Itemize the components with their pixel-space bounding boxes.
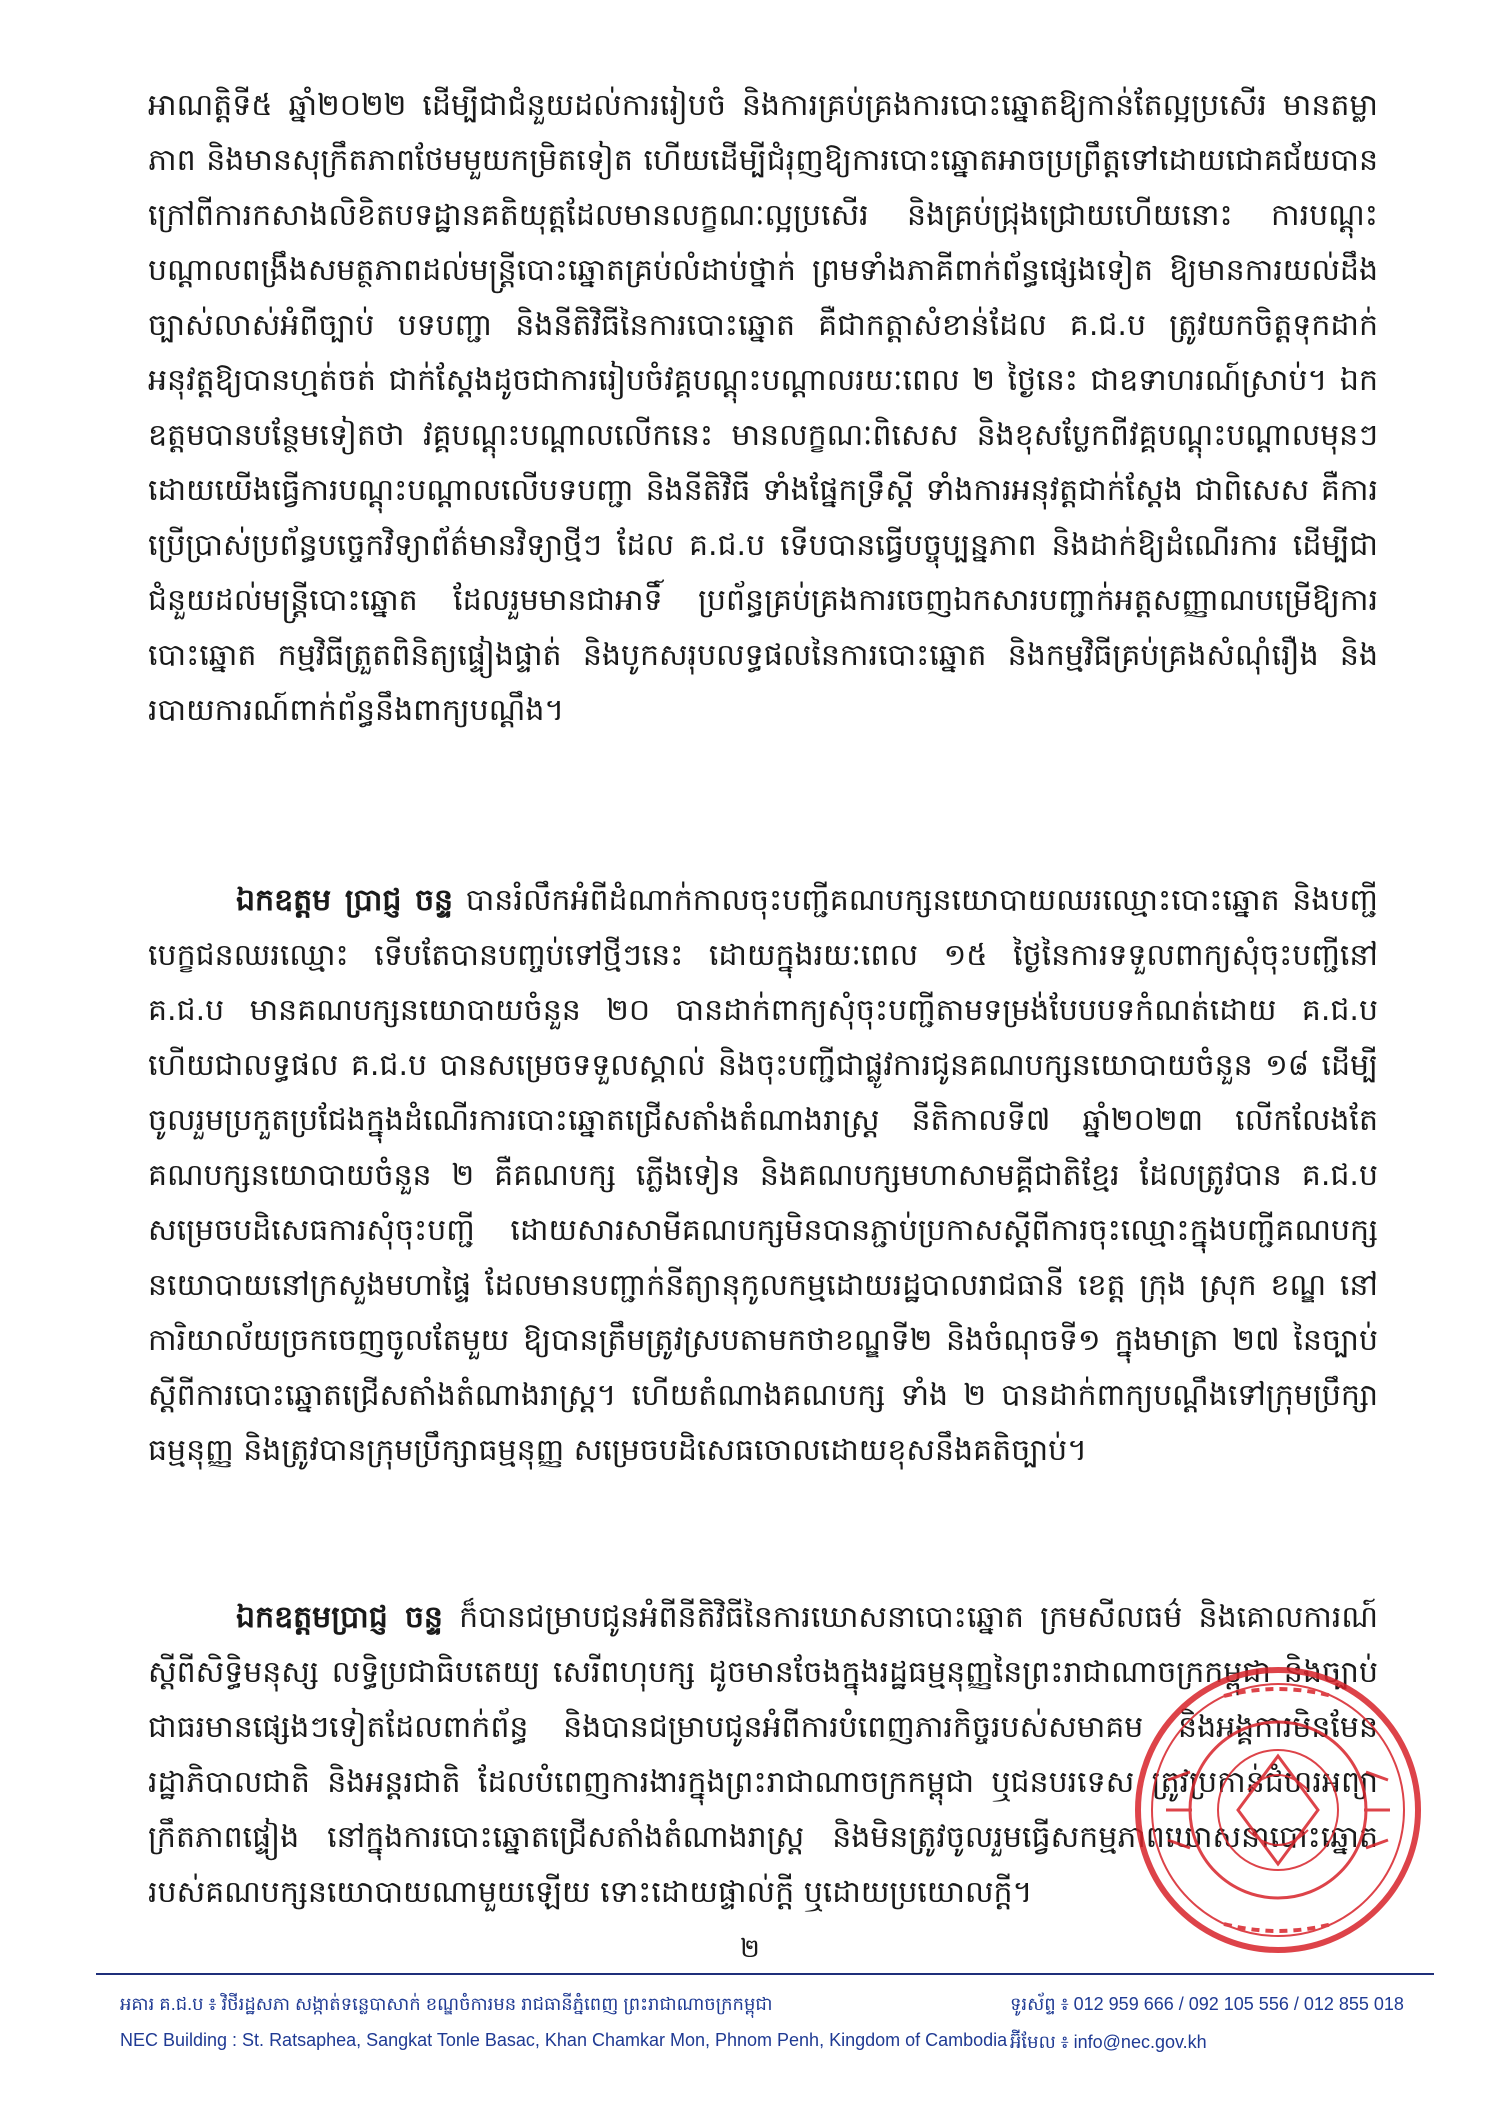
- footer-email-address[interactable]: info@nec.gov.kh: [1073, 2032, 1207, 2052]
- paragraph-2-body: បានរំលឹកអំពីដំណាក់កាលចុះបញ្ជីគណបក្សនយោបាយឈរឈ្មោះបោះឆ្នោត និងបញ្ជីបេក្ខជនឈរឈ្មោះ ទើបតែបានបញ្ចប់ទៅថ្មីៗនេះ ដោយក្នុងរយៈពេល ១៥ ថ្ងៃនៃការទទួលពាក្យសុំចុះបញ្ជីនៅ គ.ជ.ប មានគណបក្សនយោបាយចំនួន ២០ បានដាក់ពាក្យសុំចុះបញ្ជីតាមទម្រង់បែបបទកំណត់ដោយ គ.ជ.ប ហើយជាលទ្ធផល គ.ជ.ប បានសម្រេចទទួលស្គាល់ និងចុះបញ្ជីជាផ្លូវការជូនគណបក្សនយោបាយចំនួន ១៨ ដើម្បីចូលរួមប្រកួតប្រជែងក្នុងដំណើរការបោះឆ្នោតជ្រើសតាំងតំណាងរាស្ត្រ នីតិកាលទី៧ ឆ្នាំ២០២៣ លើកលែងតែគណបក្សនយោបាយចំនួន ២ គឺគណបក្ស ភ្លើងទៀន និងគណបក្សមហាសាមគ្គីជាតិខ្មែរ ដែលត្រូវបាន គ.ជ.ប សម្រេចបដិសេធការសុំចុះបញ្ជី ដោយសារសាមីគណបក្សមិនបានភ្ជាប់ប្រកាសស្តីពីការចុះឈ្មោះក្នុងបញ្ជីគណបក្សនយោបាយនៅក្រសួងមហាផ្ទៃ ដែលមានបញ្ជាក់នីត្យានុកូលកម្មដោយរដ្ឋបាលរាជធានី ខេត្ត ក្រុង ស្រុក ខណ្ឌ នៅការិយាល័យច្រកចេញចូលតែមួយ ឱ្យបានត្រឹមត្រូវស្របតាមកថាខណ្ឌទី២ និងចំណុចទី១ ក្នុងមាត្រា ២៧ នៃច្បាប់ស្តីពីការបោះឆ្នោតជ្រើសតាំងតំណាងរាស្ត្រ។ ហើយតំណាងគណបក្ស ទាំង ២ បានដាក់ពាក្យបណ្តឹងទៅក្រុមប្រឹក្សាធម្មនុញ្ញ និងត្រូវបានក្រុមប្រឹក្សាធម្មនុញ្ញ សម្រេចបដិសេធចោលដោយខុសនឹងគតិច្បាប់។: [148, 883, 1378, 1468]
- page-number: ២: [740, 1934, 760, 1964]
- paragraph-3-body: ក៏បានជម្រាបជូនអំពីនីតិវិធីនៃការឃោសនាបោះឆ្នោត ក្រមសីលធម៌ និងគោលការណ៍ស្តីពីសិទ្ធិមនុស្ស លទ្ធិប្រជាធិបតេយ្យ សេរីពហុបក្ស ដូចមានចែងក្នុងរដ្ឋធម្មនុញ្ញនៃព្រះរាជាណាចក្រកម្ពុជា និងច្បាប់ជាធរមានផ្សេងៗទៀតដែលពាក់ព័ន្ធ និងបានជម្រាបជូនអំពីការបំពេញភារកិច្ចរបស់សមាគម និងអង្គការមិនមែនរដ្ឋាភិបាលជាតិ និងអន្តរជាតិ ដែលបំពេញការងារក្នុងព្រះរាជាណាចក្រកម្ពុជា ឬជនបរទេស ត្រូវប្រកាន់ជំហរអព្យាក្រឹតភាពផ្ទៀង នៅក្នុងការបោះឆ្នោតជ្រើសតាំងតំណាងរាស្ត្រ និងមិនត្រូវចូលរួមធ្វើសកម្មភាពឃោសនាបោះឆ្នោតរបស់គណបក្សនយោបាយណាមួយឡើយ ទោះដោយផ្ទាល់ក្តី ឬដោយប្រយោលក្តី។: [148, 1600, 1378, 1910]
- official-seal-stamp: [1128, 1660, 1428, 1960]
- footer-address-english: NEC Building : St. Ratsaphea, Sangkat Tonle Basac, Khan Chamkar Mon, Phnom Penh, Kingdom of Cambodia: [120, 2030, 1008, 2050]
- paragraph-2-speaker: ឯកឧត្តម ប្រាជ្ញ ចន្ទ: [236, 883, 454, 918]
- paragraph-2: [148, 873, 1378, 1478]
- footer-email: [1010, 2030, 1207, 2057]
- footer-address-khmer: អគារ គ.ជ.ប ៖ វិថីរដ្ឋសភា សង្កាត់ទន្លេបាសាក់ ខណ្ឌចំការមន រាជធានីភ្នំពេញ ព្រះរាជាណាចក្រកម្ពុជា: [120, 1994, 773, 2014]
- footer-phone-label: ទូរស័ព្ទ ៖: [1010, 1994, 1069, 2014]
- footer-divider: [96, 1973, 1434, 1975]
- paragraph-1: អាណត្តិទី៥ ឆ្នាំ២០២២ ដើម្បីជាជំនួយដល់ការរៀបចំ និងការគ្រប់គ្រងការបោះឆ្នោតឱ្យកាន់តែល្អប្រសើរ មានតម្លាភាព និងមានសុក្រឹតភាពថែមមួយកម្រិតទៀត ហើយដើម្បីជំរុញឱ្យការបោះឆ្នោតអាចប្រព្រឹត្តទៅដោយជោគជ័យបាន ក្រៅពីការកសាងលិខិតបទដ្ឋានគតិយុត្តដែលមានលក្ខណៈល្អប្រសើរ និងគ្រប់ជ្រុងជ្រោយហើយនោះ ការបណ្តុះបណ្តាលពង្រឹងសមត្ថភាពដល់មន្ត្រីបោះឆ្នោតគ្រប់លំដាប់ថ្នាក់ ព្រមទាំងភាគីពាក់ព័ន្ធផ្សេងទៀត ឱ្យមានការយល់ដឹងច្បាស់លាស់អំពីច្បាប់ បទបញ្ជា និងនីតិវិធីនៃការបោះឆ្នោត គឺជាកត្តាសំខាន់ដែល គ.ជ.ប ត្រូវយកចិត្តទុកដាក់អនុវត្តឱ្យបានហ្មត់ចត់ ជាក់ស្តែងដូចជាការរៀបចំវគ្គបណ្តុះបណ្តាលរយៈពេល ២ ថ្ងៃនេះ ជាឧទាហរណ៍ស្រាប់។ ឯកឧត្តមបានបន្ថែមទៀតថា វគ្គបណ្តុះបណ្តាលលើកនេះ មានលក្ខណៈពិសេស និងខុសប្លែកពីវគ្គបណ្តុះបណ្តាលមុនៗ ដោយយើងធ្វើការបណ្តុះបណ្តាលលើបទបញ្ជា និងនីតិវិធី ទាំងផ្នែកទ្រឹស្តី ទាំងការអនុវត្តជាក់ស្តែង ជាពិសេស គឺការប្រើប្រាស់ប្រព័ន្ធបច្ចេកវិទ្យាព័ត៌មានវិទ្យាថ្មីៗ ដែល គ.ជ.ប ទើបបានធ្វើបច្ចុប្បន្នភាព និងដាក់ឱ្យដំណើរការ ដើម្បីជាជំនួយដល់មន្ត្រីបោះឆ្នោត ដែលរួមមានជាអាទិ៍ ប្រព័ន្ធគ្រប់គ្រងការចេញឯកសារបញ្ជាក់អត្តសញ្ញាណបម្រើឱ្យការបោះឆ្នោត កម្មវិធីត្រួតពិនិត្យផ្ទៀងផ្ទាត់ និងបូកសរុបលទ្ធផលនៃការបោះឆ្នោត និងកម្មវិធីគ្រប់គ្រងសំណុំរឿង និងរបាយការណ៍ពាក់ព័ន្ធនឹងពាក្យបណ្តឹង។: [148, 88, 1378, 728]
- footer-phone-numbers: 012 959 666 / 092 105 556 / 012 855 018: [1073, 1994, 1404, 2014]
- footer-phone: [1010, 1992, 1404, 2019]
- footer-email-label: អ៊ីមែល ៖: [1010, 2032, 1069, 2052]
- paragraph-3-speaker: ឯកឧត្តមប្រាជ្ញ ចន្ទ: [236, 1600, 443, 1635]
